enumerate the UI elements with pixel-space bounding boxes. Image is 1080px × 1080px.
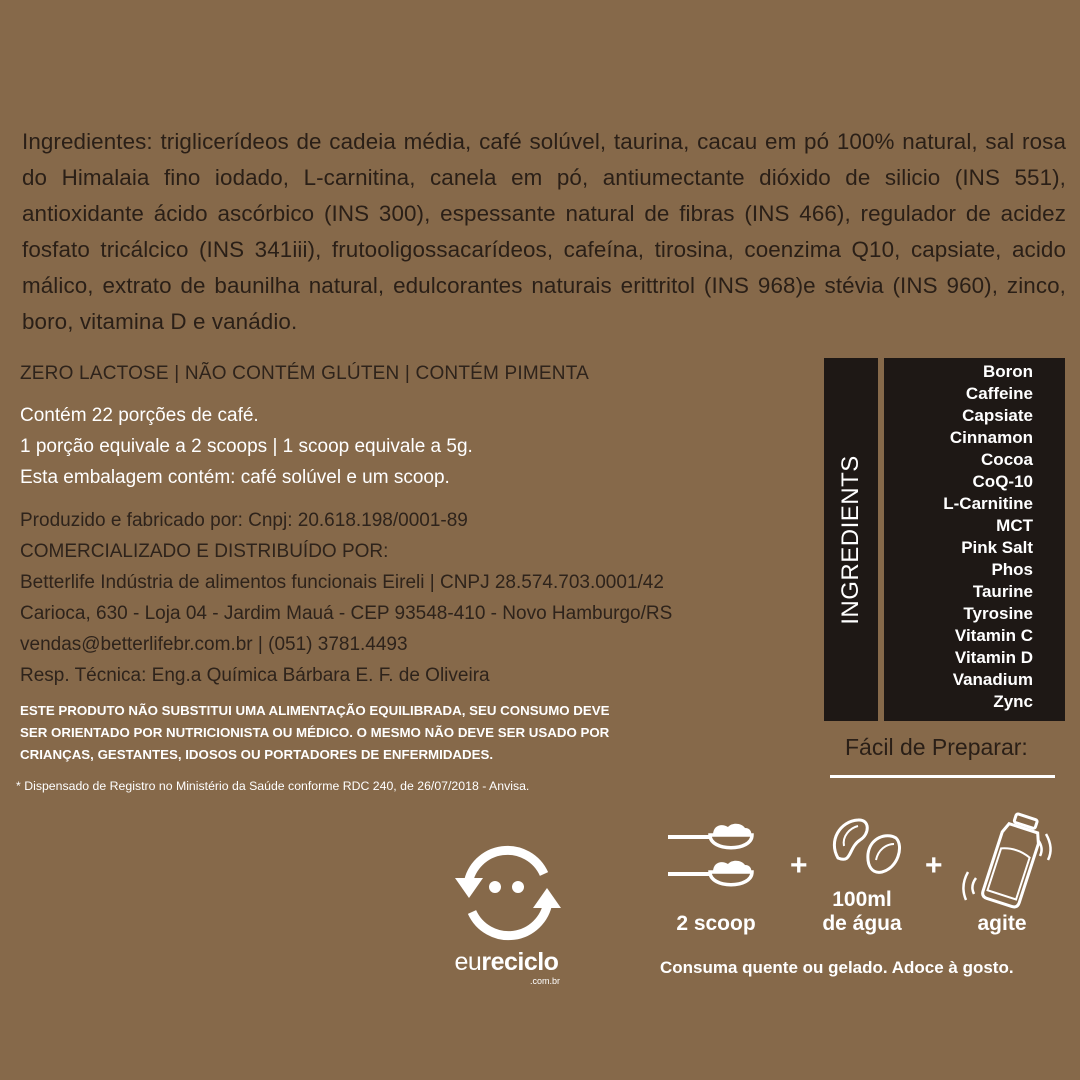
- ingredient-item: Zync: [993, 692, 1033, 711]
- eureciclo-brand: [449, 948, 564, 977]
- ingredient-item: Pink Salt: [961, 538, 1033, 557]
- ingredient-item: MCT: [996, 516, 1033, 535]
- ingredients-list-panel: [884, 358, 1065, 721]
- company-line: Carioca, 630 - Loja 04 - Jardim Mauá - CEP 93548-410 - Novo Hamburgo/RS: [20, 603, 673, 624]
- scoop-icon: [666, 822, 758, 892]
- allergen-tags: ZERO LACTOSE | NÃO CONTÉM GLÚTEN | CONTÉM PIMENTA: [20, 363, 589, 384]
- ingredient-item: CoQ-10: [972, 472, 1033, 491]
- water-drops-icon: [828, 816, 904, 876]
- company-line: Resp. Técnica: Eng.a Química Bárbara E. F. de Oliveira: [20, 665, 490, 686]
- company-line: Betterlife Indústria de alimentos funcionais Eireli | CNPJ 28.574.703.0001/42: [20, 572, 664, 593]
- company-line: Produzido e fabricado por: Cnpj: 20.618.198/0001-89: [20, 510, 468, 531]
- warning-text: [20, 700, 670, 766]
- company-line: COMERCIALIZADO E DISTRIBUÍDO POR:: [20, 541, 389, 562]
- recycle-logo-icon: [448, 840, 568, 950]
- ingredient-item: L-Carnitine: [943, 494, 1033, 513]
- prep-title: Fácil de Preparar:: [845, 734, 1028, 760]
- ingredient-item: Vitamin D: [954, 648, 1033, 667]
- ingredients-panel-label: INGREDIENTS: [837, 454, 864, 625]
- prep-divider: [830, 775, 1055, 778]
- ingredient-item: Caffeine: [965, 384, 1033, 403]
- serving-tagline: Consuma quente ou gelado. Adoce à gosto.: [660, 958, 1014, 977]
- step-shake-label: agite: [977, 912, 1027, 935]
- water-unit: de água: [822, 912, 902, 935]
- company-info: [20, 505, 672, 691]
- brand-bold: reciclo: [481, 948, 559, 976]
- portions-info: [20, 400, 473, 493]
- ingredient-item: Cinnamon: [949, 428, 1033, 447]
- ingredient-item: Phos: [991, 560, 1033, 579]
- step-scoop-label: 2 scoop: [676, 912, 756, 935]
- registration-footnote: * Dispensado de Registro no Ministério da Saúde conforme RDC 240, de 26/07/2018 - Anvisa.: [16, 779, 530, 793]
- ingredient-item: Taurine: [972, 582, 1033, 601]
- plus-icon: +: [790, 849, 808, 882]
- portions-line: Esta embalagem contém: café solúvel e um scoop.: [20, 467, 450, 488]
- ingredient-item: Capsiate: [962, 406, 1033, 425]
- ingredient-item: Tyrosine: [963, 604, 1033, 623]
- ingredients-side-panel: [824, 358, 878, 721]
- step-water-label: [810, 888, 914, 936]
- company-email-phone: vendas@betterlifebr.com.br | (051) 3781.4493: [20, 634, 408, 655]
- portions-line: 1 porção equivale a 2 scoops | 1 scoop equivale a 5g.: [20, 436, 473, 457]
- brand-light: eu: [454, 948, 482, 976]
- water-amount: 100ml: [832, 888, 892, 911]
- eureciclo-domain: .com.br: [530, 976, 561, 986]
- plus-icon: +: [925, 849, 943, 882]
- ingredient-item: Vitamin C: [954, 626, 1033, 645]
- ingredient-item: Boron: [982, 362, 1033, 381]
- ingredients-list: [884, 358, 1065, 713]
- ingredients-paragraph: Ingredientes: triglicerídeos de cadeia média, café solúvel, taurina, cacau em pó 100% natural, sal rosa do Himalaia fino iodado, L-carnitina, canela em pó, antiumectante dióxido de silicio (INS 551), antioxidante ácido ascórbico (INS 300), espessante natural de fibras (INS 466), regulador de acidez fosfato tricálcico (INS 341iii), frutooligossacarídeos, cafeína, tirosina, coenzima Q10, capsiate, acido málico, extrato de baunilha natural, edulcorantes naturais erittritol (INS 968)e stévia (INS 960), zinco, boro, vitamina D e vanádio.: [22, 129, 1066, 334]
- warning-line: SER ORIENTADO POR NUTRICIONISTA OU MÉDICO. O MESMO NÃO DEVE SER USADO POR: [20, 725, 610, 740]
- portions-line: Contém 22 porções de café.: [20, 405, 259, 426]
- warning-line: CRIANÇAS, GESTANTES, IDOSOS OU PORTADORES DE ENFERMIDADES.: [20, 747, 494, 762]
- ingredient-item: Cocoa: [981, 450, 1033, 469]
- shaker-bottle-icon: [966, 812, 1056, 908]
- ingredient-item: Vanadium: [952, 670, 1033, 689]
- warning-line: ESTE PRODUTO NÃO SUBSTITUI UMA ALIMENTAÇÃO EQUILIBRADA, SEU CONSUMO DEVE: [20, 703, 610, 718]
